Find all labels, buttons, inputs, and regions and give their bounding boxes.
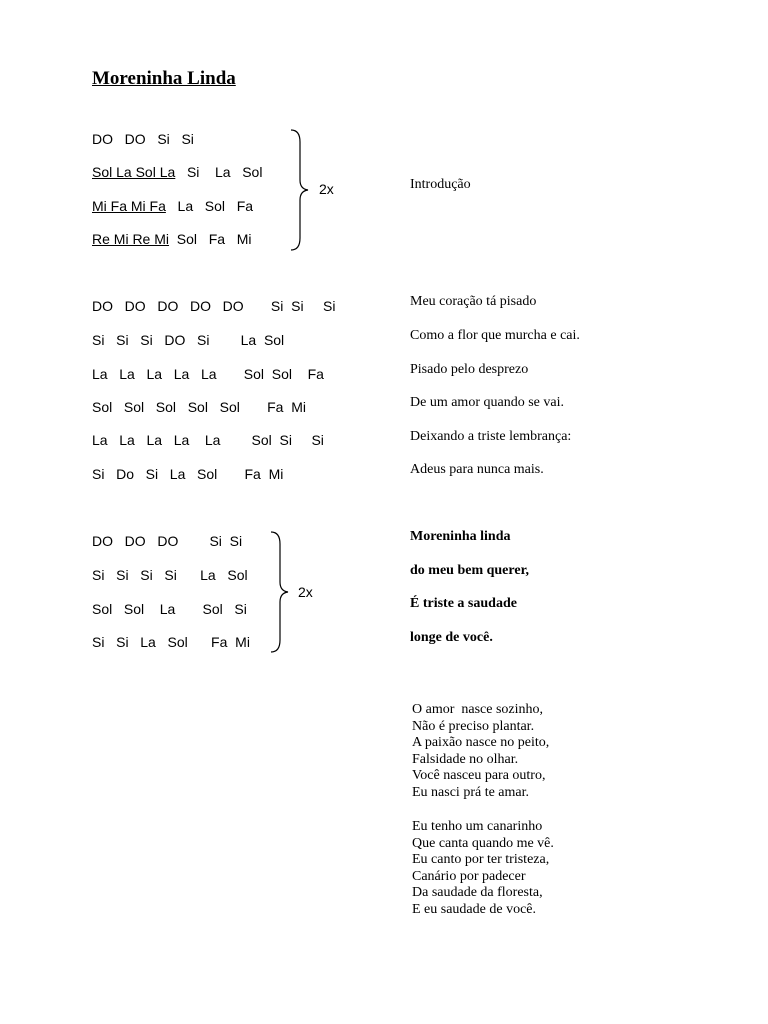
intro-notes: La Sol Fa xyxy=(165,198,254,214)
chorus-lyric-line: do meu bem querer, xyxy=(410,563,529,578)
verse-lyric-line: De um amor quando se vai. xyxy=(410,395,564,410)
verse-lyric-line: Pisado pelo desprezo xyxy=(410,362,529,377)
poem-line: Falsidade no olhar. xyxy=(412,751,519,767)
verse-lyric-line: Deixando a triste lembrança: xyxy=(410,429,572,444)
intro-brace-icon xyxy=(288,128,312,252)
chorus-notes-line: DO DO DO Si Si xyxy=(92,533,243,549)
verse-notes-line: Si Si Si DO Si La Sol xyxy=(92,332,285,348)
chorus-lyric-line: Moreninha linda xyxy=(410,529,511,544)
chorus-notes-line: Si Si Si Si La Sol xyxy=(92,567,248,583)
poem-line: Eu tenho um canarinho xyxy=(412,819,543,834)
intro-line xyxy=(92,164,262,180)
intro-notes-underlined: Re Mi Re Mi xyxy=(92,231,170,247)
poem-line: Que canta quando me vê. xyxy=(412,835,554,851)
poem-line: Você nasceu para outro, xyxy=(412,768,546,784)
intro-line xyxy=(92,198,253,214)
intro-line xyxy=(92,231,251,247)
verse-lyric-line: Meu coração tá pisado xyxy=(410,294,537,309)
intro-label: Introdução xyxy=(410,177,471,192)
intro-notes: Si La Sol xyxy=(175,164,263,180)
chorus-brace-icon xyxy=(268,530,292,654)
verse-notes-line: Si Do Si La Sol Fa Mi xyxy=(92,466,284,482)
chorus-notes-line: Si Si La Sol Fa Mi xyxy=(92,634,250,650)
intro-notes: Sol Fa Mi xyxy=(169,231,252,247)
song-title: Moreninha Linda xyxy=(92,68,236,89)
verse-notes-line: Sol Sol Sol Sol Sol Fa Mi xyxy=(92,399,306,415)
chorus-lyric-line: É triste a saudade xyxy=(410,596,517,611)
poem-line: Da saudade da floresta, xyxy=(412,885,543,901)
poem-line: A paixão nasce no peito, xyxy=(412,735,550,751)
verse-lyric-line: Como a flor que murcha e cai. xyxy=(410,328,580,343)
poem-line: O amor nasce sozinho, xyxy=(412,702,544,717)
intro-notes-underlined: Sol La Sol La xyxy=(92,164,176,180)
poem-line: E eu saudade de você. xyxy=(412,901,536,917)
verse-notes-line: DO DO DO DO DO Si Si Si xyxy=(92,298,336,314)
verse-notes-line: La La La La La Sol Sol Fa xyxy=(92,366,324,382)
poem-line: Eu nasci prá te amar. xyxy=(412,784,530,800)
intro-notes-underlined: Mi Fa Mi Fa xyxy=(92,198,166,214)
intro-repeat: 2x xyxy=(319,181,334,197)
intro-line xyxy=(92,131,194,147)
intro-notes: DO DO Si Si xyxy=(92,131,194,147)
verse-notes-line: La La La La La Sol Si Si xyxy=(92,432,324,448)
poem-line: Canário por padecer xyxy=(412,868,526,884)
chorus-repeat: 2x xyxy=(298,584,313,600)
verse-lyric-line: Adeus para nunca mais. xyxy=(410,462,544,477)
chorus-lyric-line: longe de você. xyxy=(410,630,493,645)
poem-line: Não é preciso plantar. xyxy=(412,718,535,734)
poem-stanza-2 xyxy=(412,819,554,919)
poem-stanza-1 xyxy=(412,702,549,802)
chorus-notes-line: Sol Sol La Sol Si xyxy=(92,601,247,617)
poem-line: Eu canto por ter tristeza, xyxy=(412,852,550,868)
